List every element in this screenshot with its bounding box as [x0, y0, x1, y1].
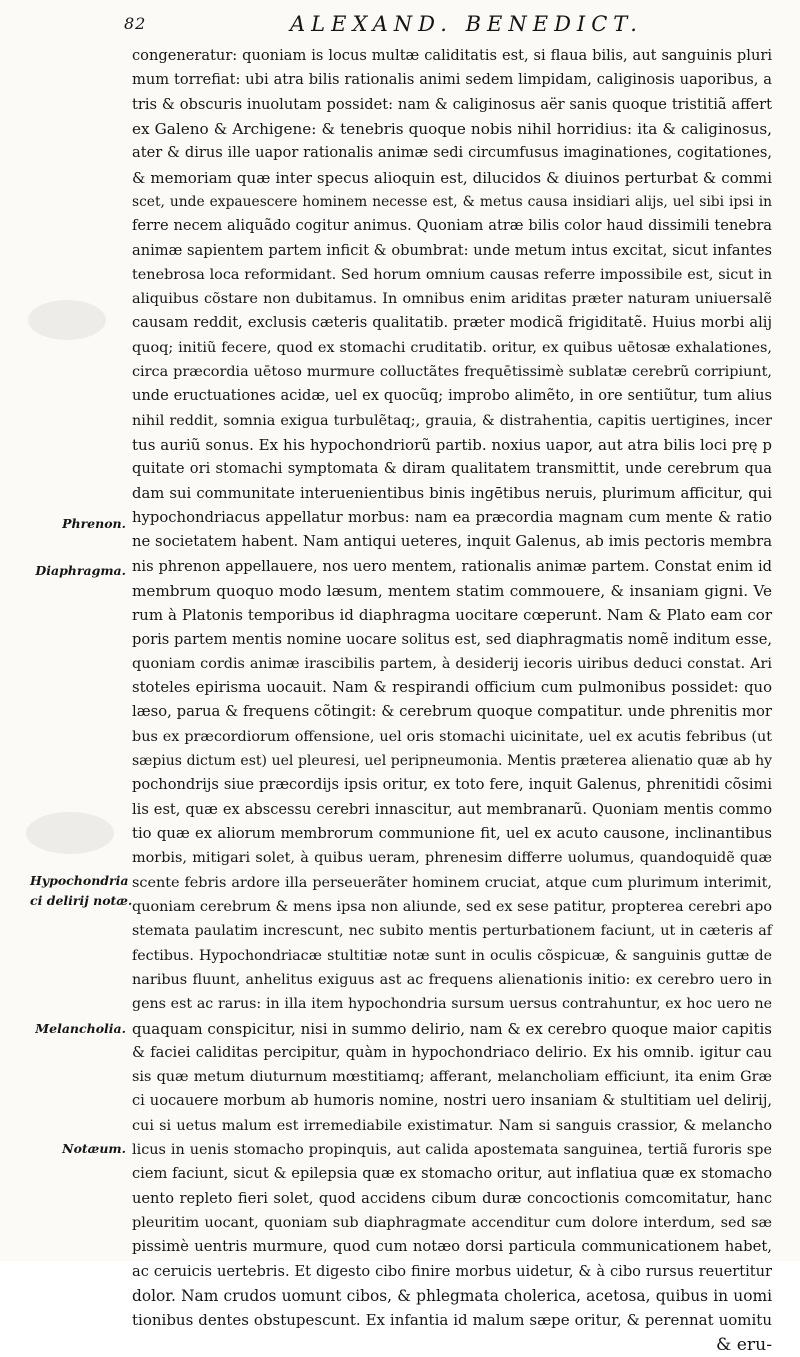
- paper-smudge: [28, 300, 106, 340]
- text-line: læso, parua & frequens cõtingit: & cerebrum quoque compatitur. unde phrenitis mor: [132, 703, 772, 721]
- text-line: morbis, mitigari solet, à quibus ueram, phrenesim differre uolumus, quandoquidẽ quæ: [132, 850, 772, 867]
- text-line: membrum quoquo modo læsum, mentem statim commouere, & insaniam gigni. Ve: [132, 581, 772, 600]
- text-line: mum torrefiat: ubi atra bilis rationalis animi sedem limpidam, caliginosis uaporibus, a: [132, 71, 772, 89]
- text-line: nihil reddit, somnia exigua turbulẽtaq;, grauia, & distrahentia, capitis uertigines, incer: [132, 412, 772, 429]
- text-line: sæpius dictum est) uel pleuresi, uel peripneumonia. Mentis præterea alienatio quæ ab hy: [132, 753, 772, 770]
- text-line: pleuritim uocant, quoniam sub diaphragmate accenditur cum dolore interdum, sed sæ: [132, 1215, 772, 1231]
- text-line: ac ceruicis uertebris. Et digesto cibo finire morbus uidetur, & à cibo rursus reuertitur: [132, 1262, 772, 1280]
- text-line: causam reddit, exclusis cæteris qualitatib. præter modicã frigiditatẽ. Huius morbi alij: [132, 314, 772, 332]
- text-line: tenebrosa loca reformidant. Sed horum omnium causas referre impossibile est, sicut in: [132, 266, 772, 283]
- text-line: rum à Platonis temporibus id diaphragma uocitare cœperunt. Nam & Plato eam cor: [132, 606, 772, 625]
- text-line: nis phrenon appellauere, nos uero mentem, rationalis animæ partem. Constat enim id: [132, 557, 772, 575]
- text-line: quaquam conspicitur, nisi in summo delirio, nam & ex cerebro quoque maior capitis: [132, 1019, 772, 1038]
- text-line: ci uocauere morbum ab humoris nomine, nostri uero insaniam & stultitiam uel delirij,: [132, 1092, 772, 1110]
- text-line: tris & obscuris inuolutam possidet: nam & caliginosus aër sanis quoque tristitiã affert: [132, 95, 772, 113]
- text-line: ciem faciunt, sicut & epilepsia quæ ex stomacho oritur, aut inflatiua quæ ex stomacho: [132, 1165, 772, 1183]
- text-line: pissimè uentris murmure, quod cum notæo dorsi particula communicationem habet,: [132, 1238, 772, 1256]
- text-line: scet, unde expauescere hominem necesse est, & metus causa insidiari alijs, uel sibi ipsi in: [132, 193, 772, 210]
- text-line: gens est ac rarus: in illa item hypochondria sursum uersus contrahuntur, ex hoc uero ne: [132, 996, 772, 1013]
- text-line: scente febris ardore illa perseuerãter hominem cruciat, atque cum plurimum interimit,: [132, 874, 772, 891]
- text-line: & faciei caliditas percipitur, quàm in hypochondriaco delirio. Ex his omnib. igitur cau: [132, 1043, 772, 1061]
- text-line: fectibus. Hypochondriacæ stultitiæ notæ sunt in oculis cõspicuæ, & sanguinis guttæ de: [132, 947, 772, 964]
- text-line: circa præcordia uētoso murmure colluctãtes frequētissimè sublatæ cerebrũ corripiunt,: [132, 364, 772, 381]
- text-line: unde eructuationes acidæ, uel ex quocũq; improbo alimẽto, in ore sentiũtur, tum alius: [132, 387, 772, 405]
- text-line: ferre necem aliquãdo cogitur animus. Quoniam atræ bilis color haud dissimili tenebra: [132, 217, 772, 235]
- text-line: ater & dirus ille uapor rationalis animæ sedi circumfusus imaginationes, cogitationes,: [132, 144, 772, 162]
- text-line: pochondrijs siue præcordijs ipsis oritur, ex toto fere, inquit Galenus, phrenitidi cõsimi: [132, 776, 772, 794]
- body-text: [132, 44, 772, 1357]
- text-line: congeneratur: quoniam is locus multæ caliditatis est, si flaua bilis, aut sanguinis pluri: [132, 47, 772, 64]
- margin-note-hypochondria-line-1: Hypochondria: [30, 873, 129, 888]
- text-line: tionibus dentes obstupescunt. Ex infantia id malum sæpe oritur, & perennat uomitu: [132, 1311, 772, 1330]
- text-line: lis est, quæ ex abscessu cerebri innascitur, aut membranarũ. Quoniam mentis commo: [132, 800, 772, 818]
- page-number: 82: [124, 14, 147, 33]
- text-line: cui si uetus malum est irremediabile existimatur. Nam si sanguis crassior, & melancho: [132, 1117, 772, 1134]
- margin-note-melancholia: Melancholia.: [35, 1021, 126, 1036]
- running-head: ALEXAND. BENEDICT.: [290, 12, 643, 36]
- text-line: & eru-: [715, 1334, 772, 1355]
- text-line: sis quæ metum diuturnum mœstitiamq; afferant, melancholiam efficiunt, ita enim Græ: [132, 1069, 772, 1086]
- margin-note-phrenon: Phrenon.: [62, 516, 126, 531]
- page-header: [120, 12, 760, 42]
- text-line: animæ sapientem partem inficit & obumbrat: unde metum intus excitat, sicut infantes: [132, 241, 772, 259]
- text-line: stemata paulatim increscunt, nec subito mentis perturbationem faciunt, ut in cæteris af: [132, 923, 772, 940]
- text-line: uento repleto fieri solet, quod accidens cibum duræ concoctionis comcomitatur, hanc: [132, 1189, 772, 1207]
- margin-note-hypochondria: [30, 871, 133, 911]
- paper-smudge: [26, 812, 114, 854]
- text-line: naribus fluunt, anhelitus exiguus ast ac frequens alienationis initio: ex cerebro uero in: [132, 971, 772, 988]
- text-line: ne societatem habent. Nam antiqui ueteres, inquit Galenus, ab imis pectoris membra: [132, 533, 773, 551]
- text-line: ex Galeno & Archigene: & tenebris quoque nobis nihil horridius: ita & caliginosus,: [132, 119, 772, 138]
- text-line: licus in uenis stomacho propinquis, aut calida apostemata sanguinea, tertiã furoris spe: [132, 1142, 772, 1159]
- text-line: quoq; initiũ fecere, quod ex stomachi cruditatib. oritur, ex quibus uētosæ exhalationes,: [132, 339, 772, 356]
- text-line: quoniam cerebrum & mens ipsa non aliunde, sed ex sese patitur, propterea cerebri apo: [132, 898, 772, 915]
- text-line: dolor. Nam crudos uomunt cibos, & phlegmata cholerica, acetosa, quibus in uomi: [132, 1286, 772, 1305]
- text-line: poris partem mentis nomine uocare solitus est, sed diaphragmatis nomẽ inditum esse,: [132, 630, 772, 648]
- margin-note-diaphragma: Diaphragma.: [35, 563, 126, 578]
- text-line: bus ex præcordiorum offensione, uel oris stomachi uicinitate, uel ex acutis febribus (ut: [132, 728, 772, 745]
- text-line: tus auriũ sonus. Ex his hypochondriorũ partib. noxius uapor, aut atra bilis loci prę p: [132, 436, 772, 454]
- text-line: stoteles epirisma uocauit. Nam & respirandi officium cum pulmonibus possidet: quo: [132, 679, 772, 697]
- text-line: dam sui communitate interuenientibus binis ingētibus neruis, plurimum afficitur, qui: [132, 484, 772, 502]
- text-line: quitate ori stomachi symptomata & diram qualitatem transmittit, unde cerebrum qua: [132, 460, 772, 478]
- text-line: tio quæ ex aliorum membrorum communione fit, uel ex acuto causone, inclinantibus: [132, 825, 772, 842]
- text-line: & memoriam quæ inter specus alioquin est, dilucidos & diuinos perturbat & commi: [132, 168, 772, 187]
- text-line: hypochondriacus appellatur morbus: nam ea præcordia magnam cum mente & ratio: [132, 508, 772, 526]
- text-line: quoniam cordis animæ irascibilis partem, à desiderij iecoris uiribus deduci constat. Ari: [132, 655, 772, 672]
- margin-note-hypochondria-line-2: ci delirij notæ.: [30, 893, 133, 908]
- margin-note-notaeum: Notæum.: [62, 1141, 126, 1156]
- text-line: aliquibus cõstare non dubitamus. In omnibus enim ariditas præter naturam uniuersalẽ: [132, 291, 772, 308]
